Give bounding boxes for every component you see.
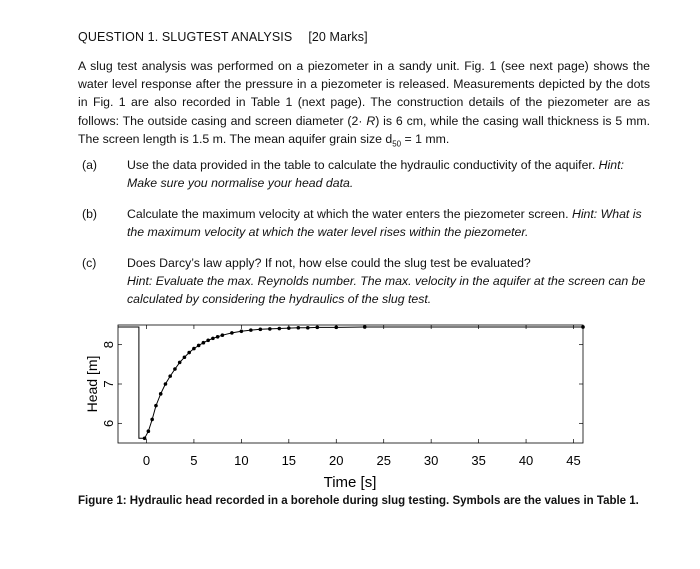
x-tick-label: 20 [329,453,344,468]
x-axis-ticks [143,325,581,468]
part-b-question: Calculate the maximum velocity at which the water enters the piezometer screen. [127,207,572,221]
intro-radius-symbol: R [366,113,376,128]
y-tick-label: 7 [101,380,116,388]
data-point [178,361,182,365]
y-axis-ticks [101,341,583,427]
data-point [143,436,147,440]
data-point [154,404,158,408]
x-tick-label: 5 [190,453,198,468]
data-point [183,355,187,359]
data-point [211,337,215,341]
data-point [287,326,291,330]
x-tick-label: 45 [566,453,581,468]
data-point [150,418,154,422]
plot-frame [118,325,583,443]
y-tick-label: 6 [101,419,116,427]
intro-subscript: 50 [392,139,402,149]
data-point [159,392,163,396]
part-c-label: (c) [82,256,97,270]
data-point [249,328,253,332]
intro-text-1: A slug test analysis was performed on a piezometer in a sandy unit. Fig. 1 (see next page) shows the water level response after the pressure in a piezometer is released. Measurements depicted by the dots in Fig. 1 are also recorded in Table 1 (next page). The construction details of the piezometer are as follows: The outside casing and screen diameter (2· [78,59,650,128]
head-series-line [118,327,583,438]
part-c-hint: Hint: Evaluate the max. Reynolds number. The max. velocity in the aquifer at the screen can be calculated by considering the hydraulics of the slug test. [127,274,646,306]
x-axis-label: Time [s] [323,474,377,491]
data-point [268,327,272,331]
x-tick-label: 0 [142,453,151,468]
x-tick-label: 25 [376,453,391,468]
part-a-hint: Hint: Make sure you normalise your head data. [127,158,624,190]
intro-text-2: ) is 6 cm, while the casing wall thickness is 5 mm. The screen length is 1.5 m. The mean aquifer grain size d [78,113,650,146]
data-point [363,325,367,329]
x-tick-label: 15 [281,453,297,468]
intro-text-3: = 1 mm. [401,131,450,146]
question-marks: [20 Marks] [308,30,368,44]
data-point [216,335,220,339]
x-tick-label: 35 [471,453,486,468]
part-c-question: Does Darcy’s law apply? If not, how else could the slug test be evaluated? [127,256,531,270]
data-point [168,374,172,378]
part-b-hint: Hint: What is the maximum velocity at which the water level rises within the piezometer. [127,207,642,239]
data-point [278,327,282,331]
y-axis-label: Head [m] [84,355,100,413]
part-b-label: (b) [82,207,98,221]
question-title-text: QUESTION 1. SLUGTEST ANALYSIS [78,30,293,44]
data-point [202,341,206,345]
data-point [164,382,168,386]
part-a-label: (a) [82,158,98,172]
data-point [197,344,201,348]
data-point [147,429,151,433]
data-point [240,329,244,333]
data-point [306,326,310,330]
head-series-points [143,325,585,440]
data-point [173,367,177,371]
y-tick-label: 8 [101,341,116,349]
x-tick-label: 40 [518,453,534,468]
data-point [192,347,196,351]
part-a-question: Use the data provided in the table to calculate the hydraulic conductivity of the aquifer. [127,158,599,172]
x-tick-label: 10 [234,453,249,468]
data-point [297,326,301,330]
data-point [315,326,319,330]
data-point [230,331,234,335]
data-point [259,328,263,332]
figure-caption: Figure 1: Hydraulic head recorded in a borehole during slug testing. Symbols are the values in Table 1. [78,495,639,507]
data-point [206,339,210,343]
data-point [187,351,191,355]
x-tick-label: 30 [423,453,439,468]
data-point [581,325,585,329]
data-point [334,326,338,330]
data-point [221,333,225,337]
